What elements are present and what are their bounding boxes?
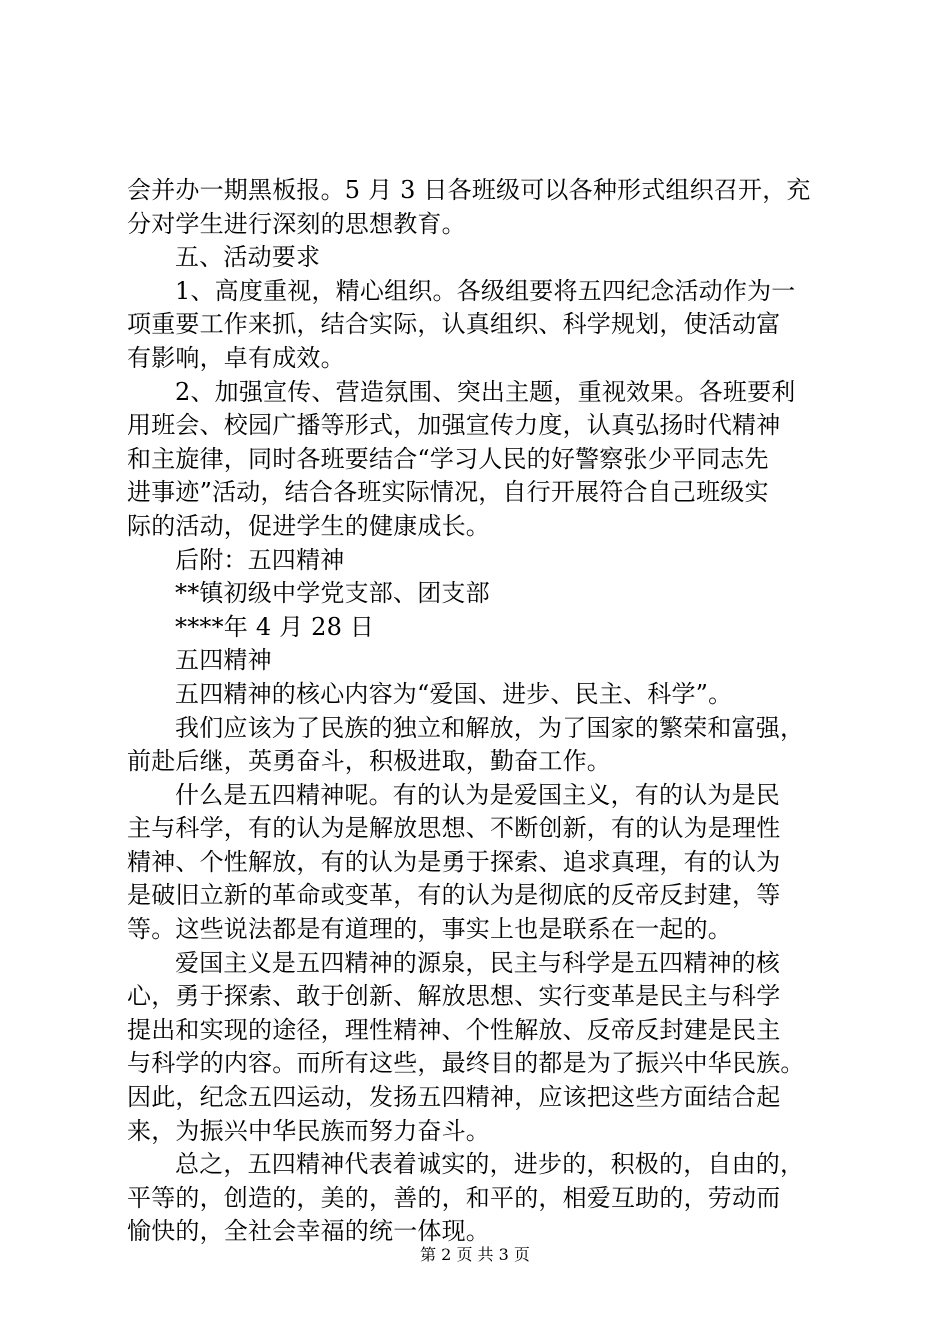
text-line: 总之，五四精神代表着诚实的，进步的，积极的，自由的， [175,1150,805,1179]
text-line: 主与科学，有的认为是解放思想、不断创新，有的认为是理性 [127,814,781,843]
text-line: 等。这些说法都是有道理的，事实上也是联系在一起的。 [127,915,732,944]
text-line: 2、加强宣传、营造氛围、突出主题，重视效果。各班要利 [175,377,796,406]
text-line: 有影响，卓有成效。 [127,343,345,372]
text-line: 五、活动要求 [175,243,321,272]
text-line: 和主旋律，同时各班要结合“学习人民的好警察张少平同志先 [127,444,769,473]
text-line: 精神、个性解放，有的认为是勇于探索、追求真理，有的认为 [127,847,781,876]
text-line: 会并办一期黑板报。5 月 3 日各班级可以各种形式组织召开，充 [127,176,811,204]
text-line: 进事迹”活动，结合各班实际情况，自行开展符合自己班级实 [127,478,769,507]
text-line: 提出和实现的途径，理性精神、个性解放、反帝反封建是民主 [127,1015,781,1044]
text-line: 用班会、校园广播等形式，加强宣传力度，认真弘扬时代精神 [127,411,781,440]
text-line: 心，勇于探索、敢于创新、解放思想、实行变革是民主与科学 [127,982,781,1011]
text-line: 际的活动，促进学生的健康成长。 [127,511,490,540]
text-line: 愉快的，全社会幸福的统一体现。 [127,1217,490,1246]
text-line: 1、高度重视，精心组织。各级组要将五四纪念活动作为一 [175,276,796,305]
document-body [127,174,835,1249]
text-line: 分对学生进行深刻的思想教育。 [127,209,466,238]
text-line: 后附：五四精神 [175,545,345,574]
text-line: 来，为振兴中华民族而努力奋斗。 [127,1116,490,1145]
text-line: ****年 4 月 28 日 [175,612,375,641]
text-line: 是破旧立新的革命或变革，有的认为是彻底的反帝反封建，等 [127,881,781,910]
text-line: **镇初级中学党支部、团支部 [175,579,490,608]
text-line: 五四精神 [175,646,272,675]
text-line: 平等的，创造的，美的，善的，和平的，相爱互助的，劳动而 [127,1183,781,1212]
text-line: 因此，纪念五四运动，发扬五四精神，应该把这些方面结合起 [127,1083,781,1112]
text-line: 爱国主义是五四精神的源泉，民主与科学是五四精神的核 [175,948,780,977]
page-footer: 第 2 页 共 3 页 [420,1245,530,1264]
text-line: 五四精神的核心内容为“爱国、进步、民主、科学”。 [175,679,733,708]
text-line: 项重要工作来抓，结合实际，认真组织、科学规划，使活动富 [127,310,781,339]
text-line: 前赴后继，英勇奋斗，积极进取，勤奋工作。 [127,747,611,776]
text-line: 与科学的内容。而所有这些，最终目的都是为了振兴中华民族。 [127,1049,805,1078]
text-line: 什么是五四精神呢。有的认为是爱国主义，有的认为是民 [175,780,780,809]
text-line: 我们应该为了民族的独立和解放，为了国家的繁荣和富强， [175,713,805,742]
